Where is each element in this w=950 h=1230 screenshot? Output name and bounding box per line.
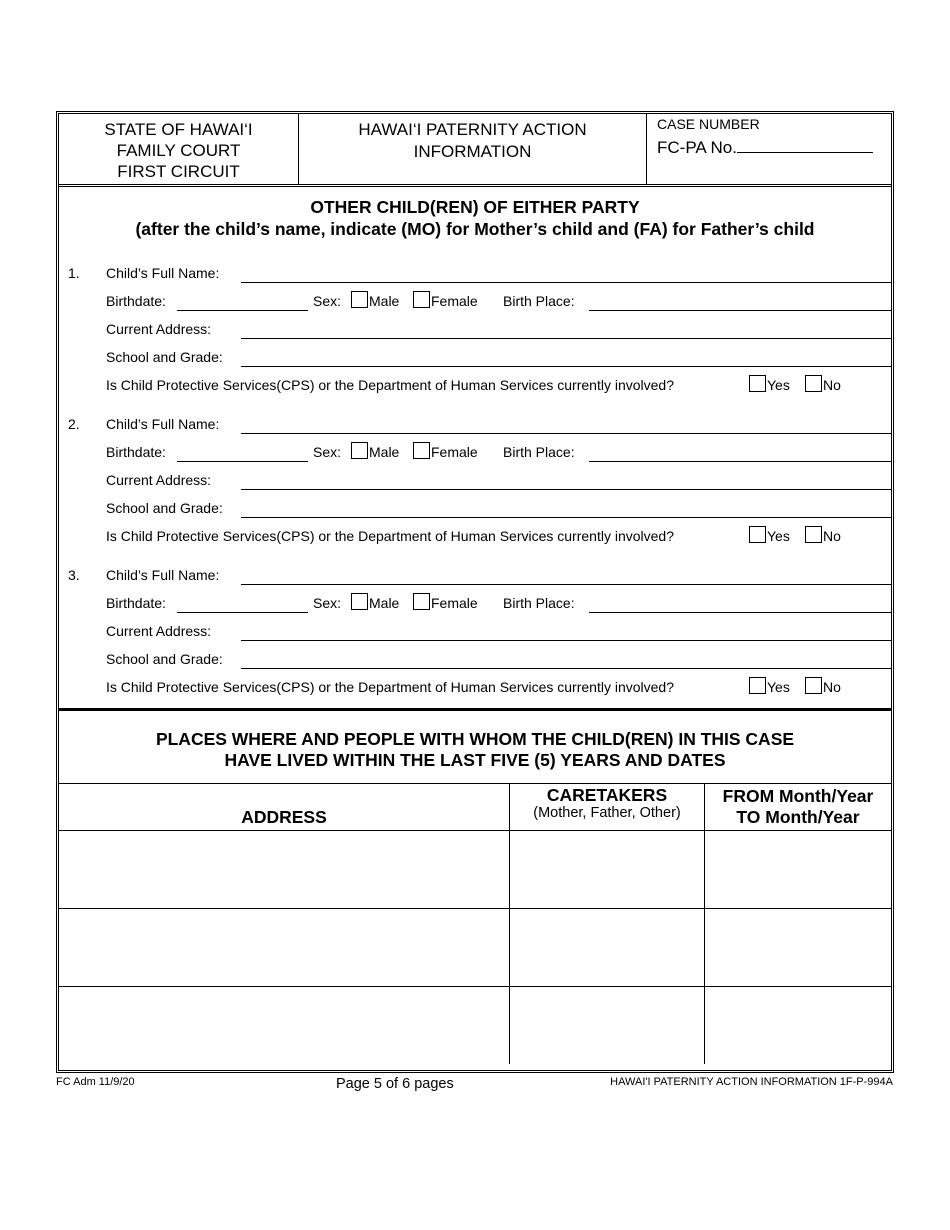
col-caretakers bbox=[510, 784, 705, 831]
dates-cell[interactable] bbox=[705, 831, 892, 909]
case-number-box bbox=[647, 114, 891, 184]
child-number: 3. bbox=[68, 567, 80, 583]
birth-row bbox=[106, 285, 891, 313]
school-grade-label: School and Grade: bbox=[106, 349, 223, 365]
col-caretakers-sub: (Mother, Father, Other) bbox=[533, 805, 681, 821]
residence-title-line1: PLACES WHERE AND PEOPLE WITH WHOM THE CHILD(REN) IN THIS CASE bbox=[155, 729, 795, 749]
table-row bbox=[59, 909, 891, 987]
birthdate-field[interactable] bbox=[177, 310, 308, 311]
residence-table bbox=[59, 784, 891, 1064]
female-label: Female bbox=[431, 444, 478, 460]
cps-question: Is Child Protective Services(CPS) or the Department of Human Services currently involved? bbox=[106, 528, 674, 544]
dates-cell[interactable] bbox=[705, 909, 892, 987]
birthdate-label: Birthdate: bbox=[106, 595, 166, 611]
current-address-field[interactable] bbox=[241, 640, 891, 641]
school-grade-field[interactable] bbox=[241, 366, 891, 367]
footer-page-number: Page 5 of 6 pages bbox=[336, 1076, 454, 1092]
cps-row bbox=[106, 520, 891, 548]
current-address-field[interactable] bbox=[241, 338, 891, 339]
school-row bbox=[106, 341, 891, 369]
court-circuit: FIRST CIRCUIT bbox=[117, 162, 240, 181]
birth-place-label: Birth Place: bbox=[503, 293, 575, 309]
residence-history-section bbox=[59, 714, 891, 1070]
birth-place-field[interactable] bbox=[589, 461, 891, 462]
col-to-label: TO Month/Year bbox=[736, 807, 860, 827]
school-row bbox=[106, 492, 891, 520]
school-grade-label: School and Grade: bbox=[106, 500, 223, 516]
address-row bbox=[106, 464, 891, 492]
birth-place-field[interactable] bbox=[589, 612, 891, 613]
full-name-row bbox=[106, 559, 891, 587]
male-label: Male bbox=[369, 444, 400, 460]
female-checkbox[interactable] bbox=[413, 291, 430, 308]
male-checkbox[interactable] bbox=[351, 593, 368, 610]
full-name-label: Child’s Full Name: bbox=[106, 265, 220, 281]
footer-form-code: FC Adm 11/9/20 bbox=[56, 1076, 135, 1088]
school-grade-label: School and Grade: bbox=[106, 651, 223, 667]
current-address-label: Current Address: bbox=[106, 321, 212, 337]
child-number: 2. bbox=[68, 416, 80, 432]
birth-place-label: Birth Place: bbox=[503, 444, 575, 460]
birth-row bbox=[106, 587, 891, 615]
cps-yes-label: Yes bbox=[767, 528, 790, 544]
birth-place-label: Birth Place: bbox=[503, 595, 575, 611]
school-grade-field[interactable] bbox=[241, 517, 891, 518]
current-address-label: Current Address: bbox=[106, 623, 212, 639]
male-label: Male bbox=[369, 595, 400, 611]
cps-yes-checkbox[interactable] bbox=[749, 677, 766, 694]
current-address-label: Current Address: bbox=[106, 472, 212, 488]
court-name bbox=[59, 114, 299, 184]
school-row bbox=[106, 643, 891, 671]
cps-question: Is Child Protective Services(CPS) or the Department of Human Services currently involved? bbox=[106, 679, 674, 695]
form-frame bbox=[56, 111, 894, 1073]
full-name-label: Child’s Full Name: bbox=[106, 567, 220, 583]
case-number-label: CASE NUMBER bbox=[657, 116, 760, 132]
col-address: ADDRESS bbox=[59, 784, 510, 831]
cps-no-label: No bbox=[823, 679, 841, 695]
address-row bbox=[106, 615, 891, 643]
female-label: Female bbox=[431, 293, 478, 309]
birth-place-field[interactable] bbox=[589, 310, 891, 311]
cps-row bbox=[106, 671, 891, 699]
cps-no-label: No bbox=[823, 377, 841, 393]
female-checkbox[interactable] bbox=[413, 442, 430, 459]
cps-no-checkbox[interactable] bbox=[805, 526, 822, 543]
fc-pa-label: FC-PA No. bbox=[657, 138, 737, 157]
col-from-label: FROM Month/Year bbox=[722, 786, 874, 806]
caretakers-cell[interactable] bbox=[510, 831, 705, 909]
full-name-row bbox=[106, 408, 891, 436]
address-row bbox=[106, 313, 891, 341]
sex-label: Sex: bbox=[313, 293, 342, 309]
birthdate-label: Birthdate: bbox=[106, 444, 166, 460]
cps-question: Is Child Protective Services(CPS) or the Department of Human Services currently involved? bbox=[106, 377, 674, 393]
female-label: Female bbox=[431, 595, 478, 611]
male-label: Male bbox=[369, 293, 400, 309]
cps-no-checkbox[interactable] bbox=[805, 677, 822, 694]
female-checkbox[interactable] bbox=[413, 593, 430, 610]
table-row bbox=[59, 987, 891, 1065]
birth-row bbox=[106, 436, 891, 464]
birthdate-field[interactable] bbox=[177, 612, 308, 613]
caretakers-cell[interactable] bbox=[510, 987, 705, 1065]
caretakers-cell[interactable] bbox=[510, 909, 705, 987]
address-cell[interactable] bbox=[59, 831, 510, 909]
section-subtitle: (after the child’s name, indicate (MO) for Mother’s child and (FA) for Father’s child bbox=[135, 219, 815, 239]
full-name-field[interactable] bbox=[241, 584, 891, 585]
col-dates bbox=[705, 784, 892, 831]
male-checkbox[interactable] bbox=[351, 291, 368, 308]
address-cell[interactable] bbox=[59, 987, 510, 1065]
residence-section-title bbox=[59, 714, 891, 784]
col-caretakers-label: CARETAKERS bbox=[546, 785, 668, 805]
address-cell[interactable] bbox=[59, 909, 510, 987]
section-title: OTHER CHILD(REN) OF EITHER PARTY bbox=[310, 197, 640, 217]
full-name-row bbox=[106, 257, 891, 285]
cps-yes-label: Yes bbox=[767, 679, 790, 695]
footer-form-title: HAWAI'I PATERNITY ACTION INFORMATION 1F-P-994A bbox=[610, 1076, 893, 1088]
form-title-line1: HAWAI‘I PATERNITY ACTION bbox=[358, 120, 587, 139]
table-header-row bbox=[59, 784, 891, 831]
birthdate-label: Birthdate: bbox=[106, 293, 166, 309]
sex-label: Sex: bbox=[313, 444, 342, 460]
full-name-field[interactable] bbox=[241, 282, 891, 283]
table-row bbox=[59, 831, 891, 909]
cps-row bbox=[106, 369, 891, 397]
sex-label: Sex: bbox=[313, 595, 342, 611]
court-state: STATE OF HAWAI‘I bbox=[104, 120, 253, 139]
full-name-field[interactable] bbox=[241, 433, 891, 434]
current-address-field[interactable] bbox=[241, 489, 891, 490]
full-name-label: Child’s Full Name: bbox=[106, 416, 220, 432]
fc-pa-number-field[interactable] bbox=[737, 138, 873, 153]
form-title-line2: INFORMATION bbox=[413, 142, 532, 161]
school-grade-field[interactable] bbox=[241, 668, 891, 669]
residence-title-line2: HAVE LIVED WITHIN THE LAST FIVE (5) YEARS AND DATES bbox=[224, 750, 726, 770]
cps-no-checkbox[interactable] bbox=[805, 375, 822, 392]
dates-cell[interactable] bbox=[705, 987, 892, 1065]
form-header bbox=[59, 114, 891, 187]
cps-no-label: No bbox=[823, 528, 841, 544]
birthdate-field[interactable] bbox=[177, 461, 308, 462]
cps-yes-checkbox[interactable] bbox=[749, 526, 766, 543]
male-checkbox[interactable] bbox=[351, 442, 368, 459]
form-title bbox=[299, 114, 647, 184]
court-type: FAMILY COURT bbox=[116, 141, 241, 160]
child-number: 1. bbox=[68, 265, 80, 281]
cps-yes-checkbox[interactable] bbox=[749, 375, 766, 392]
other-children-section bbox=[59, 187, 891, 711]
cps-yes-label: Yes bbox=[767, 377, 790, 393]
